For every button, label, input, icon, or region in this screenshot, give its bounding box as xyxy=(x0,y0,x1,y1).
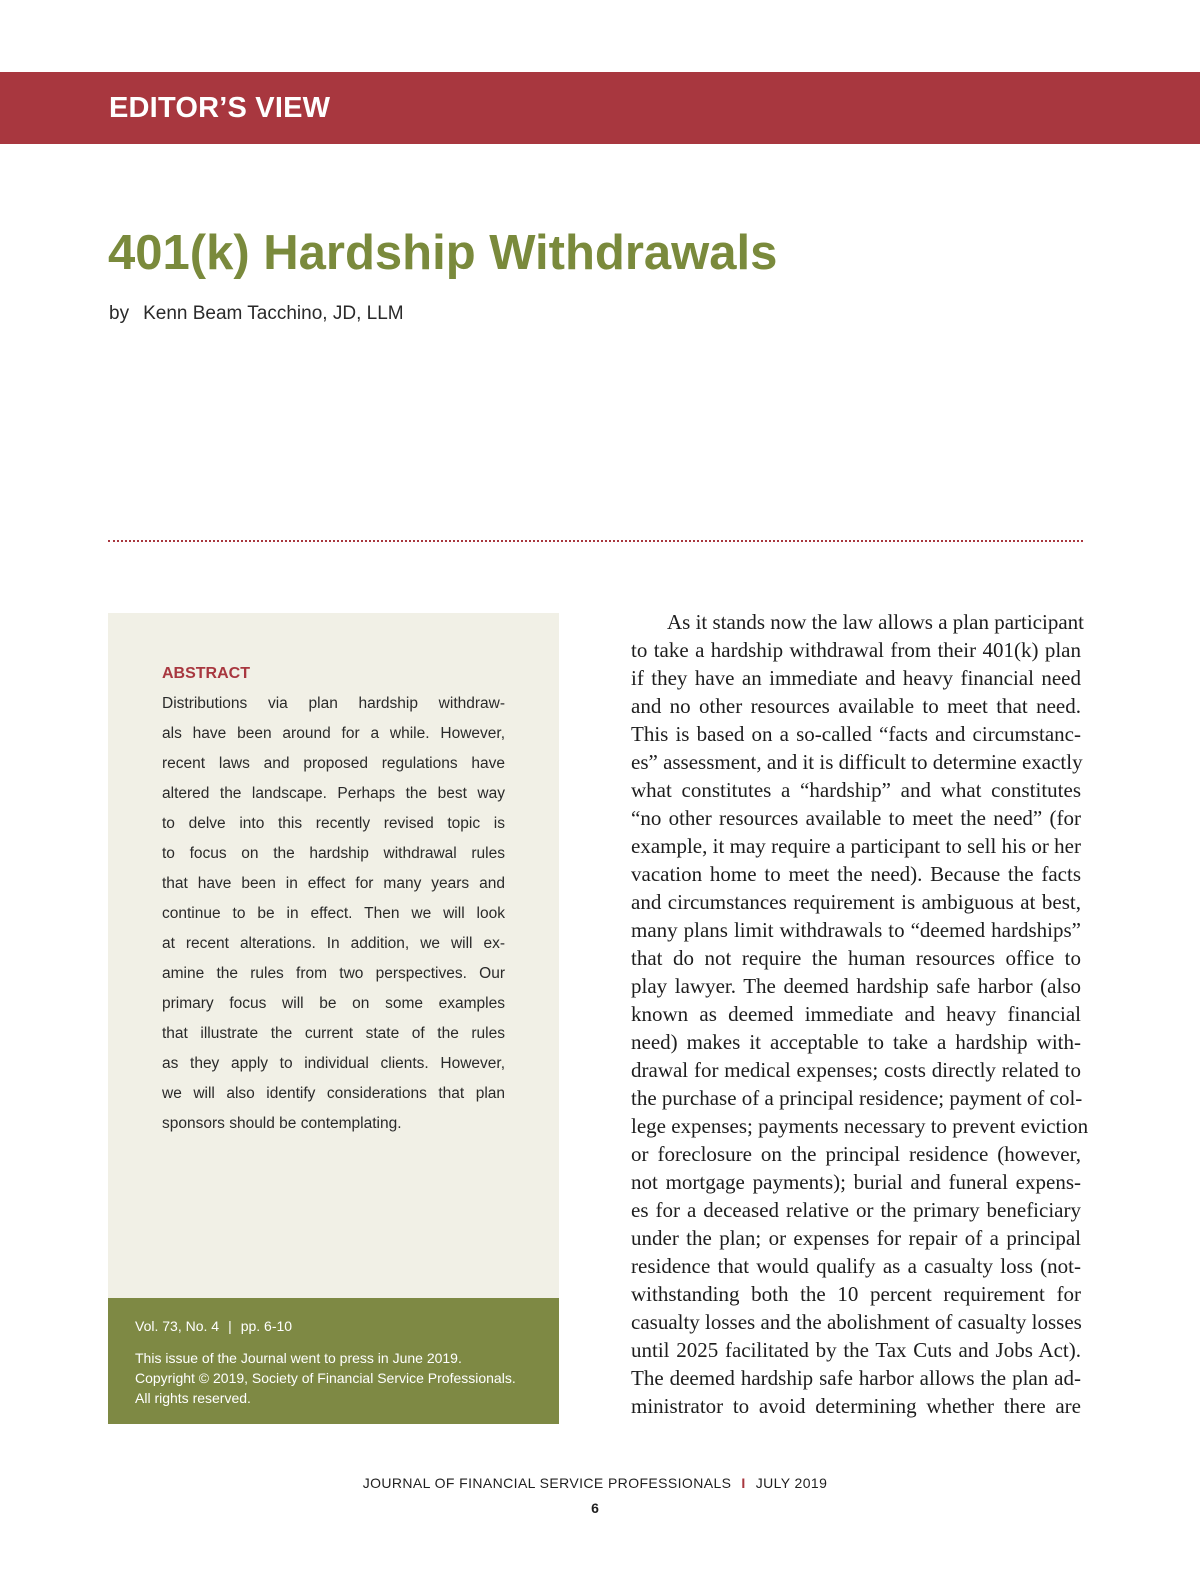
body-text-line: drawal for medical expenses; costs directly related to xyxy=(631,1058,1081,1082)
body-text-line: es” assessment, and it is difficult to determine exactly xyxy=(631,750,1083,774)
body-text-line: if they have an immediate and heavy financial need xyxy=(631,666,1081,690)
body-text-line: This is based on a so-called “facts and circumstanc- xyxy=(631,722,1081,746)
dotted-divider xyxy=(108,540,1083,542)
abstract-line: that have been in effect for many years and xyxy=(162,875,505,892)
copyright-note: Copyright © 2019, Society of Financial Service Professionals. xyxy=(135,1370,516,1386)
body-text-line: that do not require the human resources office to xyxy=(631,946,1081,970)
journal-name: JOURNAL OF FINANCIAL SERVICE PROFESSIONALS xyxy=(362,1475,732,1491)
body-text-line: many plans limit withdrawals to “deemed hardships” xyxy=(631,918,1081,942)
issue-date: JULY 2019 xyxy=(755,1475,828,1491)
abstract-text xyxy=(162,691,505,1141)
body-text-line: and no other resources available to meet that need. xyxy=(631,694,1081,718)
body-text-line: play lawyer. The deemed hardship safe harbor (also xyxy=(631,974,1081,998)
abstract-line: Distributions via plan hardship withdraw- xyxy=(162,695,505,712)
abstract-line: sponsors should be contemplating. xyxy=(162,1115,402,1132)
abstract-line: continue to be in effect. Then we will look xyxy=(162,905,505,922)
abstract-line: amine the rules from two perspectives. Our xyxy=(162,965,505,982)
body-text-line: casualty losses and the abolishment of casualty losses xyxy=(631,1310,1082,1334)
body-text-line: The deemed hardship safe harbor allows the plan ad- xyxy=(631,1366,1081,1390)
body-text-line: need) makes it acceptable to take a hardship with- xyxy=(631,1030,1081,1054)
body-text-line: lege expenses; payments necessary to prevent eviction xyxy=(631,1114,1089,1138)
byline xyxy=(109,303,404,325)
body-text-line: until 2025 facilitated by the Tax Cuts and Jobs Act). xyxy=(631,1338,1081,1362)
body-text-line: ministrator to avoid determining whether there are xyxy=(631,1394,1081,1418)
volume-number: Vol. 73, No. 4 xyxy=(135,1318,220,1334)
body-text-line: es for a deceased relative or the primary beneficiary xyxy=(631,1198,1081,1222)
body-text-line: residence that would qualify as a casualty loss (not- xyxy=(631,1254,1081,1278)
abstract-line: we will also identify considerations that plan xyxy=(162,1085,505,1102)
body-text-line: or foreclosure on the principal residence (however, xyxy=(631,1142,1081,1166)
body-text-line: the purchase of a principal residence; payment of col- xyxy=(631,1086,1083,1110)
abstract-line: als have been around for a while. However, xyxy=(162,725,505,742)
page-range: pp. 6-10 xyxy=(240,1318,293,1334)
abstract-line: that illustrate the current state of the rules xyxy=(162,1025,505,1042)
article-title: 401(k) Hardship Withdrawals xyxy=(108,226,778,280)
body-text-line: to take a hardship withdrawal from their 401(k) plan xyxy=(631,638,1081,662)
abstract-panel xyxy=(108,613,559,1298)
footer-running-title xyxy=(0,1475,1190,1491)
press-note: This issue of the Journal went to press in June 2019. xyxy=(135,1350,462,1366)
author-name: Kenn Beam Tacchino, JD, LLM xyxy=(143,303,404,324)
byline-prefix: by xyxy=(109,303,130,324)
abstract-line: primary focus will be on some examples xyxy=(162,995,505,1012)
abstract-line: to focus on the hardship withdrawal rules xyxy=(162,845,505,862)
abstract-heading: ABSTRACT xyxy=(162,665,250,682)
body-text-line: what constitutes a “hardship” and what constitutes xyxy=(631,778,1081,802)
body-text-line: under the plan; or expenses for repair of a principal xyxy=(631,1226,1081,1250)
publication-notes xyxy=(135,1348,545,1408)
footer-separator: I xyxy=(741,1475,746,1491)
body-text-line: vacation home to meet the need). Because the facts xyxy=(631,862,1081,886)
body-text-line: “no other resources available to meet the need” (for xyxy=(631,806,1081,830)
body-text-line: known as deemed immediate and heavy financial xyxy=(631,1002,1081,1026)
volume-separator: | xyxy=(228,1318,232,1334)
section-label: EDITOR’S VIEW xyxy=(109,92,331,124)
volume-info xyxy=(135,1318,292,1334)
abstract-line: recent laws and proposed regulations have xyxy=(162,755,505,772)
abstract-line: at recent alterations. In addition, we will ex- xyxy=(162,935,505,952)
body-text-line: not mortgage payments); burial and funeral expens- xyxy=(631,1170,1081,1194)
body-text-line: and circumstances requirement is ambiguous at best, xyxy=(631,890,1081,914)
abstract-line: altered the landscape. Perhaps the best way xyxy=(162,785,505,802)
body-text-line: withstanding both the 10 percent requirement for xyxy=(631,1282,1081,1306)
abstract-line: as they apply to individual clients. However, xyxy=(162,1055,505,1072)
section-banner xyxy=(0,72,1200,144)
article-body xyxy=(631,608,1089,1420)
abstract-line: to delve into this recently revised topic is xyxy=(162,815,505,832)
rights-note: All rights reserved. xyxy=(135,1390,251,1406)
page-number: 6 xyxy=(591,1500,599,1516)
body-text-line: As it stands now the law allows a plan participant xyxy=(667,610,1084,634)
body-text-line: example, it may require a participant to sell his or her xyxy=(631,834,1081,858)
publication-info-panel xyxy=(108,1298,559,1424)
